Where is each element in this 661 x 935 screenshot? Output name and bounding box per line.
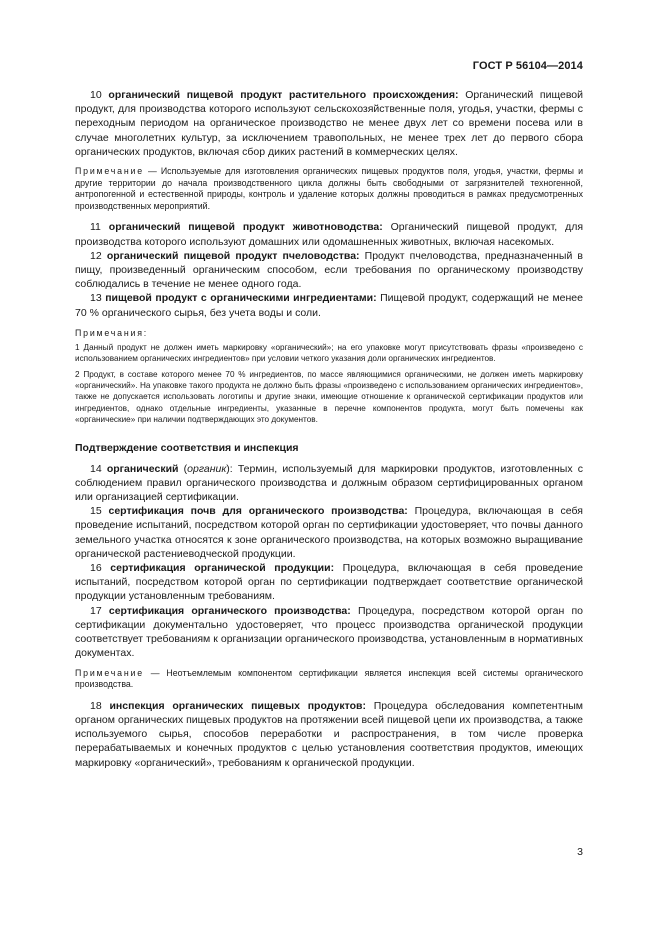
term-17: 17 сертификация органического производства: Процедура, посредством которой орган по сертификации документально удостоверяет, что процесс производства органической продукции соответствует требованиям к организации органического производства, установленным в нормативных документах.	[75, 604, 583, 660]
term-13: 13 пищевой продукт с органическими ингредиентами: Пищевой продукт, содержащий не менее 70 % органического сырья, без учета воды и соли.	[75, 292, 583, 319]
term-10: 10 органический пищевой продукт растительного происхождения: Органический пищевой продукт, для производства которого используют сельскохозяйственные поля, угодья, участки, фермы с переходным периодом на органическое производство не менее двух лет со времени посева или в случае многолетних культур, за исключением травопольных, не менее трех лет до первого сбора органических продуктов, включая сбор диких растений в коммерческих целях.	[75, 89, 583, 158]
note-item-2: 2 Продукт, в составе которого менее 70 % ингредиентов, по массе являющимися органическими, не должен иметь маркировку «органический». На упаковке такого продукта не должно быть фразы «произведено с использованием органических ингредиентов», также не допускается использовать логотипы и другие знаки, имеющие отношение к органической сертификации продуктов или ингредиентов, однако отдельные ингредиенты, указанные в перечне компонентов продукта, могут быть помечены как «органические» при наличии подтверждающих это документов.	[75, 369, 583, 425]
section-heading: Подтверждение соответствия и инспекция	[75, 441, 299, 454]
notes-heading: Примечания:	[75, 327, 149, 338]
page-number: 3	[577, 846, 583, 858]
document-code-header: ГОСТ Р 56104—2014	[472, 60, 583, 72]
note-item-1: 1 Данный продукт не должен иметь маркировку «органический»; на его упаковке могут присутствовать фразы «произведено с использованием органических ингредиентов» при условии четкого указания доли органических ингредиентов.	[75, 342, 583, 364]
term-18: 18 инспекция органических пищевых продуктов: Процедура обследования компетентным органом органических пищевых продуктов на протяжении всей пищевой цепи их производства, а также используемого сырья, способов переработки и распространения, в том числе проверка перерабатываемых и конечных продуктов с целью установления соответствия продуктов, имеющих маркировку «органический», требованиям к органической продукции.	[75, 699, 583, 769]
document-body	[75, 88, 583, 770]
note-certification: Примечание — Неотъемлемым компонентом сертификации является инспекция всей системы органического производства.	[75, 667, 583, 690]
term-14: 14 органический (органик): Термин, используемый для маркировки продуктов, изготовленных с соблюдением правил органического производства и должным образом сертифицированных органом или организацией сертификации.	[75, 462, 583, 504]
term-15: 15 сертификация почв для органического производства: Процедура, включающая в себя проведение испытаний, посредством которой орган по сертификации удостоверяет, что почвы данного земельного участка относятся к зоне органического производства, на которых возможно выращивание органической растениеводческой продукции.	[75, 505, 583, 560]
term-11: 11 органический пищевой продукт животноводства: Органический пищевой продукт, для производства которого используют домашних или одомашненных животных, включая насекомых.	[75, 221, 584, 248]
term-12: 12 органический пищевой продукт пчеловодства: Продукт пчеловодства, предназначенный в пищу, произведенный органическим способом, если требования по органическому производству соблюдались в течение не менее одного года.	[75, 249, 584, 291]
note-fields: Примечание — Используемые для изготовления органических пищевых продуктов поля, угодья, участки, фермы и другие территории до начала производственного цикла должны быть свободными от загрязнителей техногенной, антропогенной и естественной природы, контроль и удаление которых должны проводиться в рамках предусмотренных производственных мероприятий.	[75, 166, 583, 211]
term-16: 16 сертификация органической продукции: Процедура, включающая в себя проведение испытаний, посредством которой орган по сертификации подтверждает соответствие органической продукции установленным требованиям.	[75, 562, 584, 603]
